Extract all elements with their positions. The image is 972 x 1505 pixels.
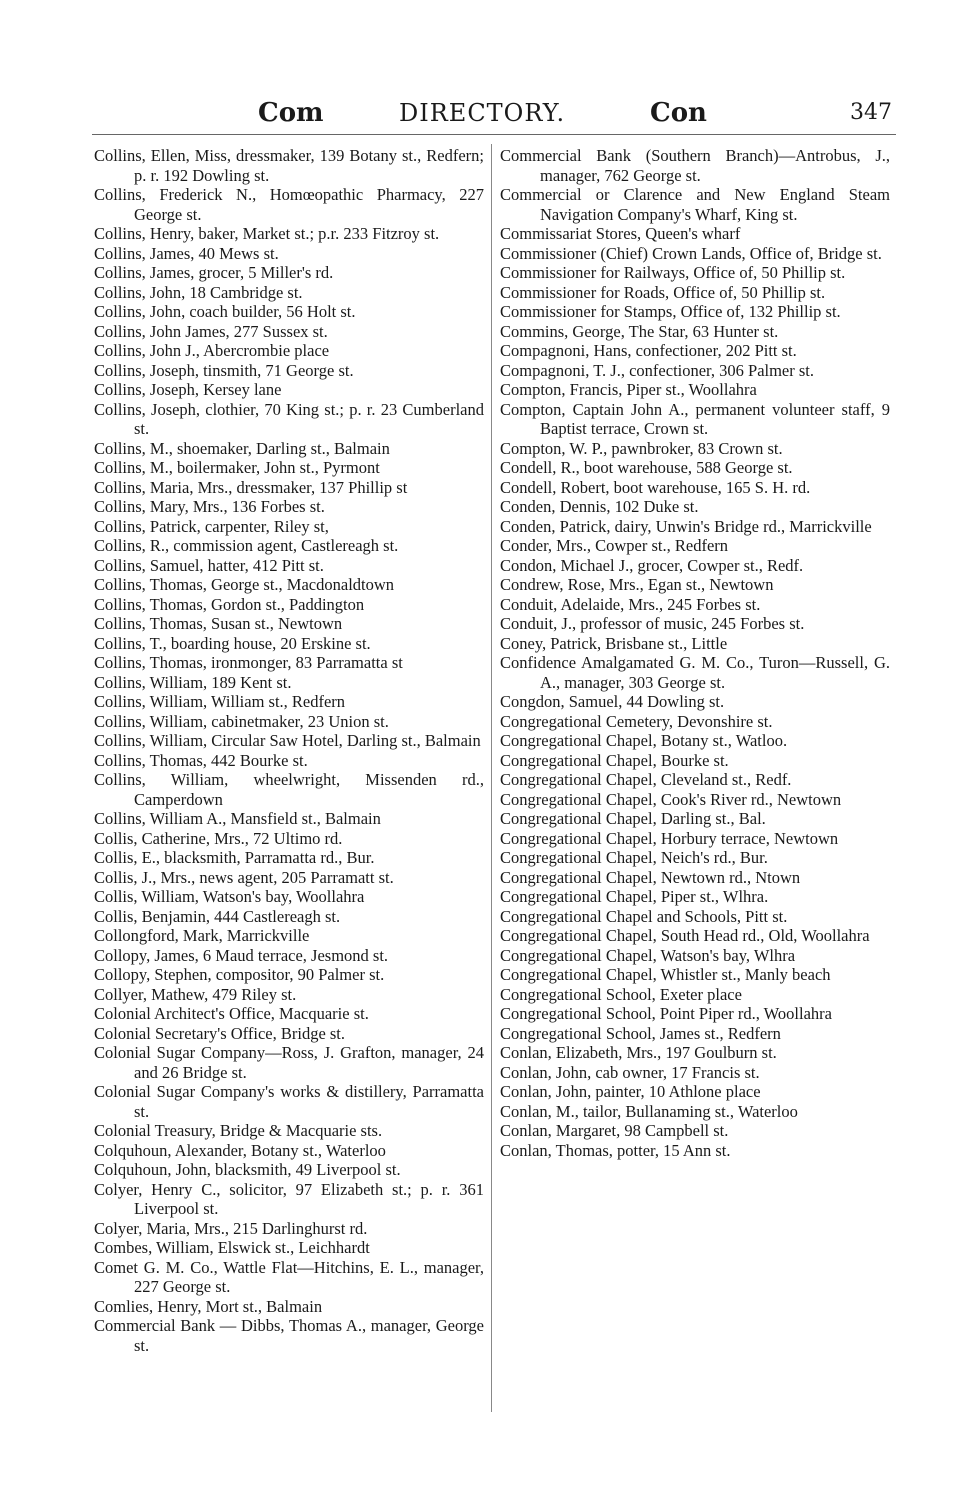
directory-entry: Conlan, John, painter, 10 Athlone place	[500, 1082, 761, 1101]
directory-entry: Congregational Chapel, Bourke st.	[500, 750, 729, 770]
directory-entry: Collins, William, cabinetmaker, 23 Union st.	[94, 711, 389, 731]
directory-entry: Comlies, Henry, Mort st., Balmain	[94, 1296, 323, 1316]
directory-entry: Collins, Joseph, clothier, 70 King st.; p. r. 23 Cumberland st.	[94, 399, 484, 438]
page-number: 347	[850, 100, 892, 125]
directory-entry: Colonial Treasury, Bridge & Macquarie sts.	[94, 1121, 383, 1140]
directory-entry: Colyer, Henry C., solicitor, 97 Elizabeth st.; p. r. 361 Liverpool st.	[94, 1179, 484, 1218]
directory-entry: Collins, M., shoemaker, Darling st., Balmain	[94, 438, 390, 458]
directory-entry: Conlan, Thomas, potter, 15 Ann st.	[500, 1140, 731, 1160]
directory-entry: Commissioner for Roads, Office of, 50 Phillip st.	[500, 282, 826, 302]
directory-entry: Collins, William, 189 Kent st.	[94, 672, 292, 692]
directory-entry: Compton, W. P., pawnbroker, 83 Crown st.	[500, 438, 783, 458]
directory-entry: Collins, William, William st., Redfern	[94, 692, 346, 711]
header-left-guide: Com	[258, 98, 324, 128]
directory-entry: Conden, Dennis, 102 Duke st.	[500, 497, 699, 516]
directory-entry: Congregational Chapel, Whistler st., Manly beach	[500, 965, 831, 984]
directory-entry: Commins, George, The Star, 63 Hunter st.	[500, 321, 779, 341]
directory-entry: Collins, Thomas, George st., Macdonaldtown	[94, 575, 395, 594]
directory-entry: Collins, Thomas, Gordon st., Paddington	[94, 594, 365, 614]
directory-entry: Collins, M., boilermaker, John st., Pyrmont	[94, 458, 380, 477]
directory-entry: Comet G. M. Co., Wattle Flat—Hitchins, E. L., manager, 227 George st.	[94, 1257, 484, 1296]
directory-entry: Combes, William, Elswick st., Leichhardt	[94, 1238, 370, 1257]
directory-entry: Collins, R., commission agent, Castlereagh st.	[94, 536, 399, 555]
directory-entry: Congregational Chapel, Botany st., Watloo.	[500, 731, 788, 750]
directory-entry: Colonial Sugar Company—Ross, J. Grafton, manager, 24 and 26 Bridge st.	[94, 1043, 484, 1082]
directory-entry: Compton, Francis, Piper st., Woollahra	[500, 380, 757, 399]
directory-entry: Commissioner for Stamps, Office of, 132 Phillip st.	[500, 302, 841, 321]
directory-entry: Colyer, Maria, Mrs., 215 Darlinghurst rd.	[94, 1218, 368, 1238]
directory-entry: Conduit, J., professor of music, 245 Forbes st.	[500, 614, 805, 633]
directory-entry: Commissioner (Chief) Crown Lands, Office of, Bridge st.	[500, 243, 882, 263]
directory-entry: Condon, Michael J., grocer, Cowper st., Redf.	[500, 555, 804, 575]
directory-entry: Collins, James, grocer, 5 Miller's rd.	[94, 263, 334, 282]
directory-entry: Compton, Captain John A., permanent volunteer staff, 9 Baptist terrace, Crown st.	[500, 399, 890, 438]
directory-entry: Collins, Thomas, Susan st., Newtown	[94, 614, 343, 633]
directory-entry: Congregational School, James st., Redfern	[500, 1023, 781, 1043]
directory-entry: Colonial Secretary's Office, Bridge st.	[94, 1023, 346, 1043]
directory-entry: Congregational Chapel and Schools, Pitt st.	[500, 906, 788, 926]
directory-entry: Collins, John James, 277 Sussex st.	[94, 321, 328, 341]
directory-entry: Congdon, Samuel, 44 Dowling st.	[500, 692, 725, 711]
directory-entry: Colonial Sugar Company's works & distillery, Parramatta st.	[94, 1082, 484, 1121]
directory-entry: Conlan, Margaret, 98 Campbell st.	[500, 1121, 729, 1140]
directory-entry: Collopy, Stephen, compositor, 90 Palmer st.	[94, 965, 385, 984]
directory-entry: Condell, R., boot warehouse, 588 George st.	[500, 458, 793, 477]
directory-entry: Collins, T., boarding house, 20 Erskine st.	[94, 633, 371, 653]
directory-entry: Congregational Chapel, Darling st., Bal.	[500, 809, 766, 828]
directory-entry: Commercial Bank — Dibbs, Thomas A., manager, George st.	[94, 1316, 484, 1355]
directory-entry: Collins, Thomas, 442 Bourke st.	[94, 750, 308, 770]
directory-entry: Congregational Chapel, South Head rd., Old, Woollahra	[500, 926, 870, 945]
directory-entry: Colonial Architect's Office, Macquarie st.	[94, 1004, 369, 1023]
directory-entry: Collins, William A., Mansfield st., Balmain	[94, 809, 381, 828]
directory-entry: Commissioner for Railways, Office of, 50 Phillip st.	[500, 263, 846, 282]
directory-entry: Colquhoun, Alexander, Botany st., Waterloo	[94, 1140, 386, 1160]
directory-entry: Collins, Maria, Mrs., dressmaker, 137 Phillip st	[94, 477, 408, 497]
directory-entry: Commercial Bank (Southern Branch)—Antrobus, J., manager, 762 George st.	[500, 146, 890, 185]
directory-entry: Collins, John, 18 Cambridge st.	[94, 282, 303, 302]
header-right-guide: Con	[650, 98, 707, 128]
directory-entry: Congregational Chapel, Watson's bay, Wlhra	[500, 945, 796, 965]
directory-entry: Congregational School, Exeter place	[500, 984, 742, 1004]
directory-entry: Collins, Samuel, hatter, 412 Pitt st.	[94, 555, 324, 575]
directory-entry: Compagnoni, Hans, confectioner, 202 Pitt st.	[500, 341, 797, 360]
directory-entry: Collis, J., Mrs., news agent, 205 Parramatt st.	[94, 867, 394, 887]
directory-entry: Congregational Chapel, Cleveland st., Redf.	[500, 770, 792, 789]
directory-entry: Conlan, M., tailor, Bullanaming st., Waterloo	[500, 1101, 798, 1121]
page-header	[96, 98, 896, 132]
directory-entry: Conlan, Elizabeth, Mrs., 197 Goulburn st.	[500, 1043, 777, 1062]
header-title: DIRECTORY.	[399, 99, 566, 127]
directory-entry: Collis, Benjamin, 444 Castlereagh st.	[94, 906, 341, 926]
directory-entry: Collins, Joseph, tinsmith, 71 George st.	[94, 360, 354, 380]
right-column	[500, 146, 890, 1160]
directory-entry: Collongford, Mark, Marrickville	[94, 926, 310, 945]
directory-entry: Collins, James, 40 Mews st.	[94, 243, 279, 263]
directory-entry: Commercial or Clarence and New England Steam Navigation Company's Wharf, King st.	[500, 185, 890, 224]
directory-entry: Congregational Cemetery, Devonshire st.	[500, 711, 773, 731]
directory-entry: Congregational Chapel, Newtown rd., Ntown	[500, 867, 801, 887]
directory-entry: Collins, John J., Abercrombie place	[94, 341, 330, 360]
directory-entry: Compagnoni, T. J., confectioner, 306 Palmer st.	[500, 360, 815, 380]
directory-entry: Conduit, Adelaide, Mrs., 245 Forbes st.	[500, 594, 761, 614]
directory-entry: Congregational Chapel, Cook's River rd., Newtown	[500, 789, 842, 809]
directory-entry: Conden, Patrick, dairy, Unwin's Bridge rd., Marrickville	[500, 516, 872, 536]
directory-entry: Congregational Chapel, Neich's rd., Bur.	[500, 848, 768, 867]
directory-entry: Conlan, John, cab owner, 17 Francis st.	[500, 1062, 760, 1082]
directory-entry: Collins, Henry, baker, Market st.; p.r. 233 Fitzroy st.	[94, 224, 440, 243]
directory-entry: Collins, Ellen, Miss, dressmaker, 139 Botany st., Redfern; p. r. 192 Dowling st.	[94, 146, 484, 185]
directory-entry: Collis, E., blacksmith, Parramatta rd., Bur.	[94, 848, 375, 867]
directory-entry: Collins, William, wheelwright, Missenden rd., Camperdown	[94, 770, 484, 809]
directory-entry: Confidence Amalgamated G. M. Co., Turon—Russell, G. A., manager, 303 George st.	[500, 653, 890, 692]
column-divider	[491, 144, 492, 1412]
directory-entry: Condell, Robert, boot warehouse, 165 S. H. rd.	[500, 477, 811, 497]
directory-entry: Conder, Mrs., Cowper st., Redfern	[500, 536, 729, 555]
directory-entry: Collins, William, Circular Saw Hotel, Darling st., Balmain	[94, 731, 481, 750]
directory-entry: Collins, Mary, Mrs., 136 Forbes st.	[94, 497, 325, 516]
directory-entry: Collopy, James, 6 Maud terrace, Jesmond st.	[94, 945, 389, 965]
directory-entry: Commissariat Stores, Queen's wharf	[500, 224, 741, 243]
directory-entry: Congregational Chapel, Horbury terrace, Newtown	[500, 828, 839, 848]
directory-entry: Collins, Joseph, Kersey lane	[94, 380, 282, 399]
header-rule	[92, 134, 896, 135]
directory-entry: Congregational Chapel, Piper st., Wlhra.	[500, 887, 769, 906]
directory-entry: Condrew, Rose, Mrs., Egan st., Newtown	[500, 575, 774, 594]
left-column	[94, 146, 484, 1355]
directory-entry: Collins, Frederick N., Homœopathic Pharmacy, 227 George st.	[94, 185, 484, 224]
directory-entry: Congregational School, Point Piper rd., Woollahra	[500, 1004, 832, 1023]
directory-entry: Collins, John, coach builder, 56 Holt st.	[94, 302, 356, 321]
directory-entry: Collis, William, Watson's bay, Woollahra	[94, 887, 365, 906]
directory-entry: Collis, Catherine, Mrs., 72 Ultimo rd.	[94, 828, 343, 848]
directory-entry: Collyer, Mathew, 479 Riley st.	[94, 984, 297, 1004]
directory-entry: Collins, Thomas, ironmonger, 83 Parramatta st	[94, 653, 403, 672]
directory-entry: Colquhoun, John, blacksmith, 49 Liverpool st.	[94, 1160, 401, 1179]
directory-entry: Coney, Patrick, Brisbane st., Little	[500, 633, 728, 653]
directory-entry: Collins, Patrick, carpenter, Riley st,	[94, 516, 329, 536]
